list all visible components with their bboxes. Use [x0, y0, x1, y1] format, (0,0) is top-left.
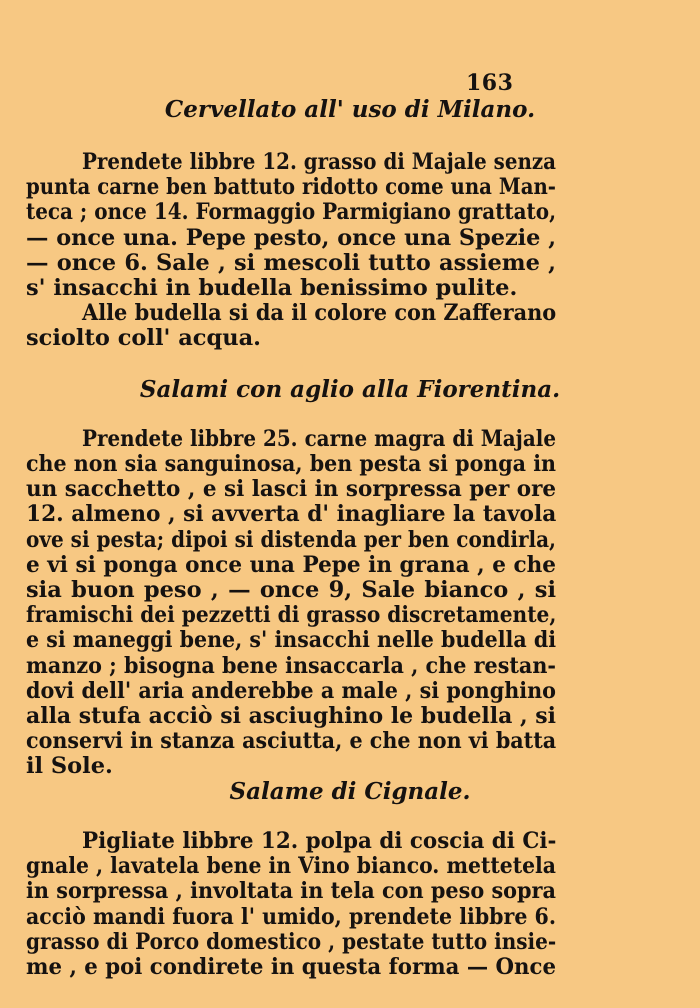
text-line: sciolto coll' acqua. — [26, 325, 262, 351]
text-line: punta carne ben battuto ridotto come una Man- — [26, 174, 556, 200]
section-title-cervellato: Cervellato all' uso di Milano. — [164, 96, 536, 123]
text-line: in sorpressa , involtata in tela con peso sopra — [26, 878, 556, 904]
text-line: gnale , lavatela bene in Vino bianco. mettetela — [26, 853, 556, 879]
text-line: Alle budella si da il colore con Zafferano — [82, 300, 557, 326]
text-line: — once una. Pepe pesto, once una Spezie , — [26, 225, 557, 251]
text-line: s' insacchi in budella benissimo pulite. — [26, 275, 518, 301]
text-line: teca ; once 14. Formaggio Parmigiano grattato, — [26, 199, 557, 225]
text-line: acciò mandi fuora l' umido, prendete libbre 6. — [26, 904, 556, 930]
section-title-salami-fiorentina: Salami con aglio alla Fiorentina. — [139, 376, 561, 403]
text-line: sia buon peso , — once 9, Sale bianco , si — [26, 577, 556, 603]
text-line: conservi in stanza asciutta, e che non vi batta — [26, 728, 557, 754]
text-line: Prendete libbre 25. carne magra di Majale — [82, 426, 556, 452]
text-line: e si maneggi bene, s' insacchi nelle budella di — [26, 627, 557, 653]
text-line: alla stufa acciò si asciughino le budella , si — [26, 703, 557, 729]
text-line: Prendete libbre 12. grasso di Majale senza — [82, 149, 556, 175]
text-line: — once 6. Sale , si mescoli tutto assieme , — [26, 250, 556, 276]
text-line: dovi dell' aria anderebbe a male , si ponghino — [26, 678, 556, 704]
text-line: che non sia sanguinosa, ben pesta si ponga in — [26, 451, 557, 477]
text-line: un sacchetto , e si lasci in sorpressa per ore — [26, 476, 557, 502]
text-line: me , e poi condirete in questa forma — Once — [26, 954, 556, 980]
text-line: grasso di Porco domestico , pestate tutto insie- — [26, 929, 557, 955]
section-title-salame-cignale: Salame di Cignale. — [229, 778, 471, 805]
page-number: 163 — [466, 70, 514, 96]
text-line: 12. almeno , si avverta d' inagliare la tavola — [26, 501, 557, 527]
text-line: Pigliate libbre 12. polpa di coscia di Ci- — [82, 828, 557, 854]
text-line: framischi dei pezzetti di grasso discretamente, — [26, 602, 557, 628]
text-line: il Sole. — [26, 753, 113, 779]
text-line: manzo ; bisogna bene insaccarla , che restan- — [26, 653, 556, 679]
text-line: e vi si ponga once una Pepe in grana , e che — [26, 552, 556, 578]
text-line: ove si pesta; dipoi si distenda per ben condirla, — [26, 527, 557, 553]
